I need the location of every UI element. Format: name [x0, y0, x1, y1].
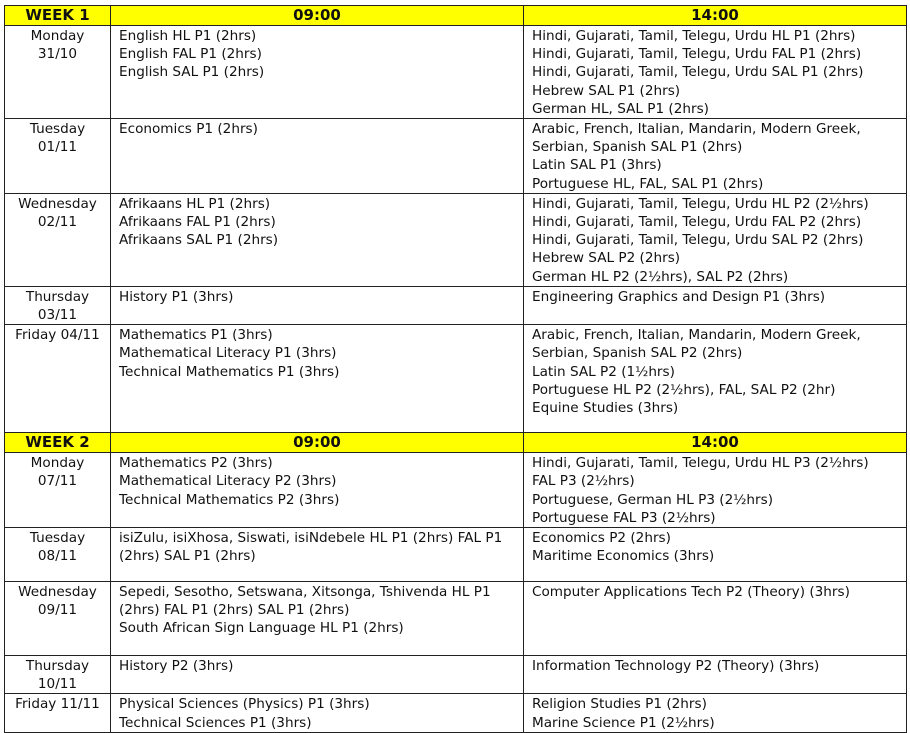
exam-date-line: Wednesday: [18, 584, 97, 601]
afternoon-exams-line: Portuguese HL P2 (2½hrs), FAL, SAL P2 (2hr): [532, 381, 836, 398]
afternoon-exams: [524, 286, 907, 324]
afternoon-exams-line: Engineering Graphics and Design P1 (3hrs): [532, 288, 826, 305]
exam-date-line: 10/11: [37, 676, 78, 693]
week-label: WEEK 1: [5, 6, 111, 26]
exam-day-row: [5, 193, 907, 286]
afternoon-exams-line: Hindi, Gujarati, Tamil, Telegu, Urdu FAL P1 (2hrs): [532, 46, 862, 63]
morning-exams: [111, 286, 524, 324]
exam-day-row: [5, 26, 907, 119]
afternoon-exams-line: Economics P2 (2hrs): [532, 530, 671, 547]
morning-exams-line: English SAL P1 (2hrs): [119, 64, 265, 81]
afternoon-exams-line: Arabic, French, Italian, Mandarin, Modern Greek,: [532, 327, 861, 344]
exam-date: [5, 325, 111, 433]
afternoon-exams-line: Hindi, Gujarati, Tamil, Telegu, Urdu HL P1 (2hrs): [532, 28, 856, 44]
morning-exams-line: Mathematical Literacy P1 (3hrs): [119, 345, 337, 362]
exam-day-row: [5, 582, 907, 656]
morning-exams: [111, 193, 524, 286]
afternoon-exams: [524, 694, 907, 732]
timetable-table: [4, 5, 907, 733]
afternoon-exams-line: Portuguese FAL P3 (2½hrs): [532, 509, 716, 526]
afternoon-exams-line: Arabic, French, Italian, Mandarin, Modern Greek,: [532, 121, 861, 138]
exam-date-line: Friday 04/11: [15, 327, 100, 344]
afternoon-exams: [524, 528, 907, 582]
exam-day-row: [5, 528, 907, 582]
afternoon-exams-line: Marine Science P1 (2½hrs): [532, 714, 715, 731]
morning-exams-line: Mathematical Literacy P2 (3hrs): [119, 473, 337, 490]
afternoon-exams: [524, 325, 907, 433]
morning-exams-line: History P2 (3hrs): [119, 658, 234, 675]
morning-session-header: 09:00: [111, 433, 524, 453]
exam-date: [5, 528, 111, 582]
exam-date: [5, 656, 111, 694]
morning-exams: [111, 694, 524, 732]
morning-exams-line: English HL P1 (2hrs): [119, 28, 257, 44]
exam-day-row: [5, 119, 907, 194]
afternoon-exams-line: Hindi, Gujarati, Tamil, Telegu, Urdu HL P2 (2½hrs): [532, 195, 869, 212]
exam-date-line: Tuesday: [29, 121, 86, 138]
afternoon-exams-line: Portuguese HL, FAL, SAL P1 (2hrs): [532, 175, 764, 192]
morning-exams: [111, 582, 524, 656]
afternoon-exams-line: FAL P3 (2½hrs): [532, 473, 635, 490]
morning-exams: [111, 26, 524, 119]
morning-exams-line: Afrikaans FAL P1 (2hrs): [119, 214, 276, 231]
morning-exams-line: Technical Sciences P1 (3hrs): [119, 714, 312, 731]
exam-date: [5, 26, 111, 119]
afternoon-exams-line: Hindi, Gujarati, Tamil, Telegu, Urdu SAL P2 (2hrs): [532, 232, 864, 249]
afternoon-exams-line: Serbian, Spanish SAL P1 (2hrs): [532, 139, 743, 156]
exam-day-row: [5, 694, 907, 732]
timetable-body: [5, 6, 907, 733]
morning-exams-line: Economics P1 (2hrs): [119, 121, 258, 138]
afternoon-exams-line: Information Technology P2 (Theory) (3hrs): [532, 658, 820, 675]
afternoon-exams-line: Religion Studies P1 (2hrs): [532, 696, 707, 713]
morning-exams-line: Sepedi, Sesotho, Setswana, Xitsonga, Tshivenda HL P1: [119, 584, 491, 601]
exam-day-row: [5, 656, 907, 694]
afternoon-exams-line: Equine Studies (3hrs): [532, 400, 679, 417]
morning-exams-line: Afrikaans HL P1 (2hrs): [119, 195, 271, 212]
exam-date-line: 01/11: [37, 139, 78, 156]
exam-date-line: Monday: [30, 455, 85, 472]
week-header-row: [5, 433, 907, 453]
afternoon-exams-line: Hebrew SAL P2 (2hrs): [532, 250, 681, 267]
morning-session-header: 09:00: [111, 6, 524, 26]
afternoon-exams-line: Hindi, Gujarati, Tamil, Telegu, Urdu HL P3 (2½hrs): [532, 455, 869, 472]
morning-exams-line: (2hrs) SAL P1 (2hrs): [119, 548, 256, 565]
exam-date-line: 08/11: [37, 548, 78, 565]
morning-exams-line: Technical Mathematics P2 (3hrs): [119, 491, 340, 508]
exam-date-line: 07/11: [37, 473, 78, 490]
exam-date-line: Friday 11/11: [15, 696, 100, 713]
exam-date-line: 02/11: [37, 214, 78, 231]
morning-exams-line: Mathematics P2 (3hrs): [119, 455, 273, 472]
afternoon-exams: [524, 453, 907, 528]
afternoon-exams-line: Portuguese, German HL P3 (2½hrs): [532, 491, 774, 508]
exam-date: [5, 193, 111, 286]
afternoon-exams-line: German HL P2 (2½hrs), SAL P2 (2hrs): [532, 268, 789, 285]
exam-date-line: Tuesday: [29, 530, 86, 547]
exam-date-line: 31/10: [37, 46, 78, 63]
exam-date-line: Wednesday: [18, 195, 97, 212]
morning-exams: [111, 325, 524, 433]
exam-date-line: Monday: [30, 28, 85, 44]
week-label: WEEK 2: [5, 433, 111, 453]
morning-exams: [111, 656, 524, 694]
exam-date: [5, 694, 111, 732]
afternoon-exams: [524, 193, 907, 286]
afternoon-exams: [524, 582, 907, 656]
exam-day-row: [5, 325, 907, 433]
morning-exams-line: Technical Mathematics P1 (3hrs): [119, 363, 340, 380]
morning-exams-line: (2hrs) FAL P1 (2hrs) SAL P1 (2hrs): [119, 602, 350, 619]
morning-exams-line: South African Sign Language HL P1 (2hrs): [119, 620, 404, 637]
week-header-row: [5, 6, 907, 26]
morning-exams-line: English FAL P1 (2hrs): [119, 46, 262, 63]
morning-exams-line: isiZulu, isiXhosa, Siswati, isiNdebele HL P1 (2hrs) FAL P1: [119, 530, 503, 547]
exam-day-row: [5, 286, 907, 324]
morning-exams-line: Physical Sciences (Physics) P1 (3hrs): [119, 696, 370, 713]
afternoon-exams-line: Latin SAL P2 (1½hrs): [532, 363, 675, 380]
afternoon-exams-line: Computer Applications Tech P2 (Theory) (3hrs): [532, 584, 850, 601]
afternoon-exams-line: Hebrew SAL P1 (2hrs): [532, 82, 681, 99]
exam-date: [5, 582, 111, 656]
exam-date: [5, 286, 111, 324]
afternoon-session-header: 14:00: [524, 6, 907, 26]
morning-exams-line: Afrikaans SAL P1 (2hrs): [119, 232, 279, 249]
exam-date-line: 09/11: [37, 602, 78, 619]
afternoon-exams-line: Hindi, Gujarati, Tamil, Telegu, Urdu FAL P2 (2hrs): [532, 214, 862, 231]
afternoon-exams-line: Maritime Economics (3hrs): [532, 548, 715, 565]
exam-date-line: Thursday: [25, 288, 90, 305]
exam-date-line: Thursday: [25, 658, 90, 675]
afternoon-exams: [524, 656, 907, 694]
exam-date: [5, 453, 111, 528]
morning-exams: [111, 119, 524, 194]
afternoon-exams-line: German HL, SAL P1 (2hrs): [532, 100, 709, 117]
exam-timetable: [4, 5, 906, 733]
morning-exams: [111, 528, 524, 582]
morning-exams-line: History P1 (3hrs): [119, 288, 234, 305]
exam-day-row: [5, 453, 907, 528]
exam-date: [5, 119, 111, 194]
exam-date-line: 03/11: [37, 307, 78, 324]
afternoon-exams: [524, 119, 907, 194]
afternoon-exams-line: Hindi, Gujarati, Tamil, Telegu, Urdu SAL P1 (2hrs): [532, 64, 864, 81]
afternoon-exams-line: Latin SAL P1 (3hrs): [532, 157, 662, 174]
afternoon-exams: [524, 26, 907, 119]
morning-exams-line: Mathematics P1 (3hrs): [119, 327, 273, 344]
afternoon-exams-line: Serbian, Spanish SAL P2 (2hrs): [532, 345, 743, 362]
morning-exams: [111, 453, 524, 528]
afternoon-session-header: 14:00: [524, 433, 907, 453]
